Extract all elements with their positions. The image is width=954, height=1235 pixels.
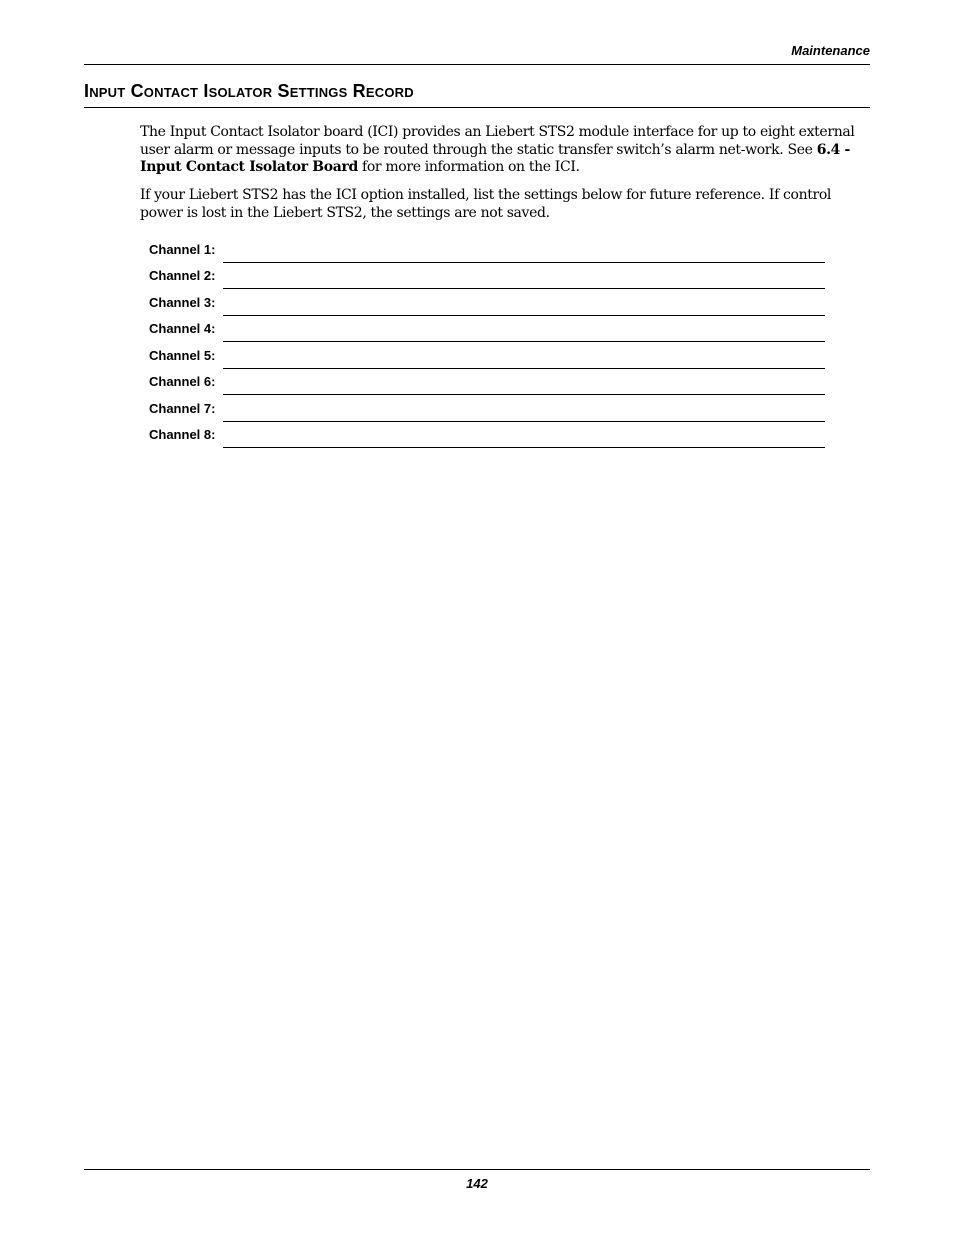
instruction-paragraph: If your Liebert STS2 has the ICI option installed, list the settings below for future reference. If control power is lost in the Liebert STS2, the settings are not saved. [140,187,832,221]
channel-entry-line[interactable] [223,447,825,448]
channel-label: Channel 7: [149,400,216,416]
section-title: Input Contact Isolator Settings Record [84,81,414,101]
channel-row [149,263,825,290]
channel-label: Channel 4: [149,321,216,336]
channel-row [149,369,825,396]
section-reference: 6.4 - Input Contact Isolator Board [140,141,850,175]
page-number: 142 [466,1176,488,1191]
channel-row [149,289,825,316]
channel-row [149,236,825,263]
channel-label: Channel 3: [149,294,216,310]
channel-label: Channel 8: [149,427,216,442]
channel-label: Channel 6: [149,374,216,389]
header-rule [84,64,870,65]
channel-label: Channel 2: [149,268,216,283]
channel-row [149,316,825,343]
footer-rule [84,1169,870,1170]
channel-row [149,342,825,369]
intro-text-before: The Input Contact Isolator board (ICI) provides an Liebert STS2 module interface for up to eight external user alarm or message inputs to be routed through the static transfer switch’s alarm net-work. See [140,124,855,158]
intro-text-after: for more information on the ICI. [357,159,580,175]
intro-paragraph [140,124,870,177]
title-rule [84,107,870,108]
channel-label: Channel 1: [149,241,216,257]
channel-settings-list [149,236,825,448]
channel-row [149,422,825,449]
channel-label: Channel 5: [149,347,216,363]
running-head: Maintenance [791,43,870,58]
channel-row [149,395,825,422]
